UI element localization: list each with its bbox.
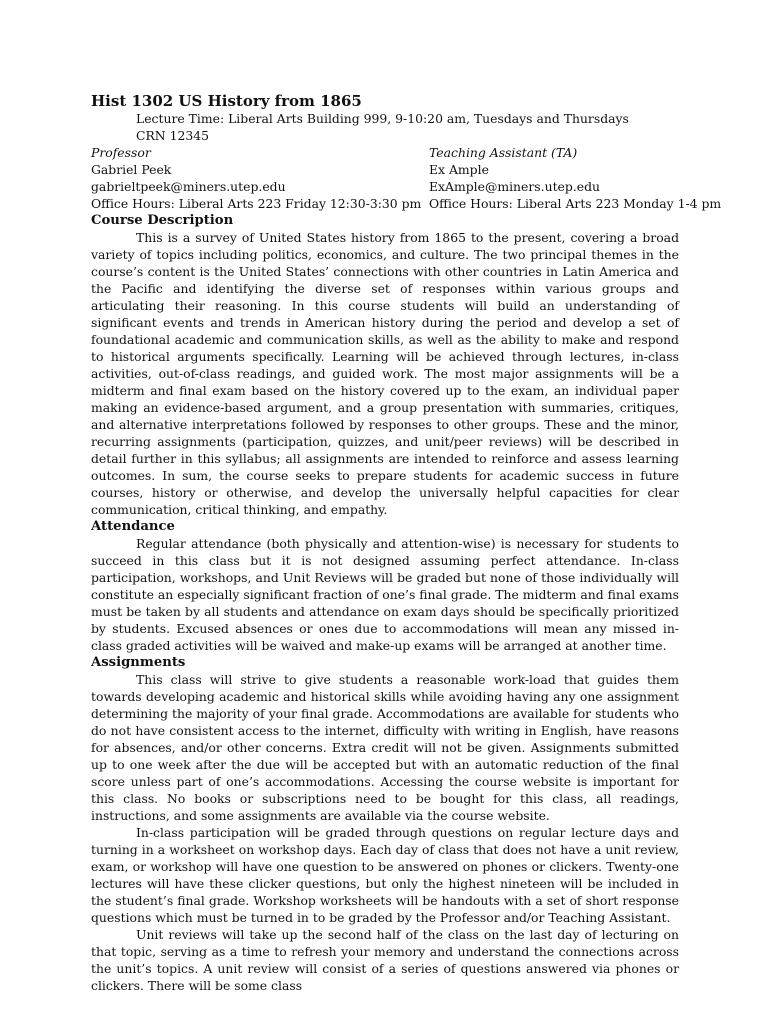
lecture-time: Lecture Time: Liberal Arts Building 999, 9-10:20 am, Tuesdays and Thursdays bbox=[136, 111, 629, 126]
attendance-body: Regular attendance (both physically and attention-wise) is necessary for students to succeed in this class but it is not designed assuming perfect attendance. In-class participation, workshops, and Unit Reviews will be graded but none of those individually will constitute an especially significant fraction of one’s final grade. The midterm and final exams must be taken by all students and attendance on exam days should be specifically prioritized by students. Excused absences or ones due to accommodations will mean any missed in-class graded activities will be waived and make-up exams will be arranged at another time. bbox=[91, 536, 679, 653]
ta-info bbox=[429, 144, 722, 212]
professor-role: Professor bbox=[91, 145, 151, 160]
assignments-paragraph-3: Unit reviews will take up the second half of the class on the last day of lecturing on that topic, serving as a time to refresh your memory and understand the connections across the unit’s topics. A unit review will consist of a series of questions answered via phones or clickers. There will be some class bbox=[91, 927, 679, 993]
ta-role: Teaching Assistant (TA) bbox=[429, 145, 578, 160]
course-description-heading: Course Description bbox=[91, 213, 234, 228]
instructor-info bbox=[91, 144, 722, 212]
professor-info bbox=[91, 144, 422, 212]
assignments-paragraph-2: In-class participation will be graded through questions on regular lecture days and turning in a worksheet on workshop days. Each day of class that does not have a unit review, exam, or workshop will have one question to be answered on phones or clickers. Twenty-one lectures will have these clicker questions, but only the highest nineteen will be included in the student’s final grade. Workshop worksheets will be handouts with a set of short response questions which must be turned in to be graded by the Professor and/or Teaching Assistant. bbox=[91, 825, 679, 925]
assignments-heading: Assignments bbox=[91, 655, 186, 670]
course-crn: CRN 12345 bbox=[136, 128, 210, 143]
attendance-heading: Attendance bbox=[91, 519, 175, 534]
professor-office-hours: Office Hours: Liberal Arts 223 Friday 12:30-3:30 pm bbox=[91, 196, 422, 211]
course-description-body: This is a survey of United States history from 1865 to the present, covering a broad variety of topics including politics, economics, and culture. The two principal themes in the course’s content is the United States’ connections with other countries in Latin America and the Pacific and identifying the diverse set of responses within various groups and articulating their reasoning. In this course students will build an understanding of significant events and trends in American history during the period and develop a set of foundational academic and communication skills, as well as the ability to make and respond to historical arguments specifically. Learning will be achieved through lectures, in-class activities, out-of-class readings, and guided work. The most major assignments will be a midterm and final exam based on the history covered up to the exam, an individual paper making an evidence-based argument, and a group presentation with summaries, critiques, and alternative interpretations followed by responses to other groups. These and the minor, recurring assignments (participation, quizzes, and unit/peer reviews) will be described in detail further in this syllabus; all assignments are intended to reinforce and assess learning outcomes. In sum, the course seeks to prepare students for academic success in future courses, history or otherwise, and develop the universally helpful capacities for clear communication, critical thinking, and empathy. bbox=[91, 230, 679, 517]
assignments-paragraph-1: This class will strive to give students a reasonable work-load that guides them towards developing academic and historical skills while avoiding having any one assignment determining the majority of your final grade. Accommodations are available for students who do not have consistent access to the internet, difficulty with writing in English, have reasons for absences, and/or other concerns. Extra credit will not be given. Assignments submitted up to one week after the due will be accepted but with an automatic reduction of the final score unless part of one’s accommodations. Accessing the course website is important for this class. No books or subscriptions need to be bought for this class, all readings, instructions, and some assignments are available via the course website. bbox=[91, 672, 679, 823]
ta-email: ExAmple@miners.utep.edu bbox=[429, 179, 601, 194]
professor-name: Gabriel Peek bbox=[91, 162, 172, 177]
course-title: Hist 1302 US History from 1865 bbox=[91, 92, 362, 110]
ta-office-hours: Office Hours: Liberal Arts 223 Monday 1-4 pm bbox=[429, 196, 722, 211]
professor-email: gabrieltpeek@miners.utep.edu bbox=[91, 179, 286, 194]
ta-name: Ex Ample bbox=[429, 162, 489, 177]
syllabus-page bbox=[91, 92, 722, 994]
